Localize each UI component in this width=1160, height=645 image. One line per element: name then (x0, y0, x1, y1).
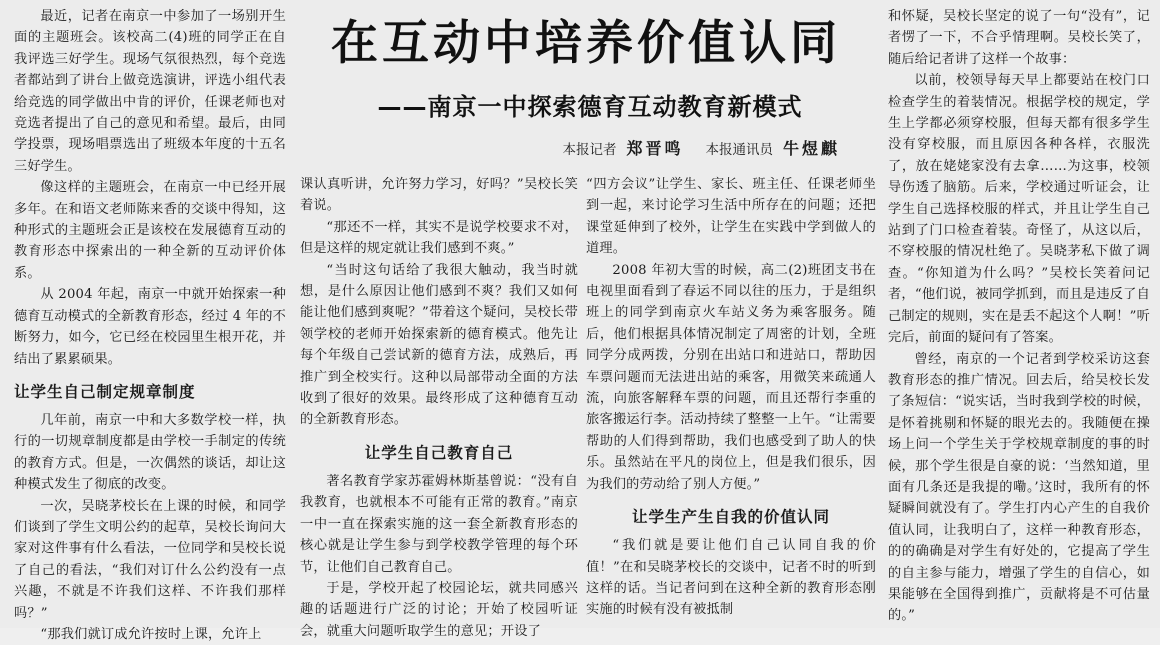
text-column-4 (888, 6, 1150, 627)
paragraph: 几年前，南京一中和大多数学校一样，执行的一切规章制度都是由学校一手制定的传统的教育方式。但是，一次偶然的谈话，却让这种模式发生了彻底的改变。 (14, 412, 286, 493)
paragraph: 最近，记者在南京一中参加了一场别开生面的主题班会。该校高二(4)班的同学正在自我评选三好学生。现场气氛很热烈，每个竞选者都站到了讲台上做竞选演讲，评选小组代表给竞选的同学做出中肯的评价，任课老师也对竞选者提出了自己的意见和希望。最后，由同学投票，现场唱票选出了班级本年度的十五名三好学生。 (14, 9, 286, 174)
reporter-label: 本报记者 (562, 142, 617, 158)
correspondent-label: 本报通讯员 (705, 142, 773, 158)
paragraph: “那还不一样，其实不是说学校要求不对，但是这样的规定就让我们感到不爽。” (300, 219, 578, 257)
paragraph: 和怀疑，吴校长坚定的说了一句“没有”，记者愣了一下，不合乎情理啊。吴校长笑了，随后给记者讲了这样一个故事： (888, 9, 1150, 67)
paragraph: “我们就是要让他们自己认同自我的价值！”在和吴晓茅校长的交谈中，记者不时的听到这样的话。当记者问到在这种全新的教育形态刚实施的时候有没有被抵制 (586, 538, 876, 618)
correspondent-name: 牛煜麒 (782, 139, 840, 158)
paragraph: 像这样的主题班会，在南京一中已经开展多年。在和语文老师陈来香的交谈中得知，这种形式的主题班会正是该校在发展德育互动的教育形态中探索出的一种全新的互动评价体系。 (14, 180, 286, 281)
section-heading: 让学生自己制定规章制度 (14, 382, 196, 401)
text-column-2 (300, 174, 578, 642)
paragraph: 课认真听讲，允许努力学习，好吗？”吴校长笑着说。 (300, 177, 578, 214)
paragraph: 从 2004 年起，南京一中就开始探索一种德育互动模式的全新教育形态，经过 4 年的不断努力，如今，它已经在校园里生根开花，并结出了累累硕果。 (14, 287, 286, 367)
paragraph: 曾经，南京的一个记者到学校采访这套教育形态的推广情况。回去后，给吴校长发了条短信：“说实话，当时我到学校的时候，是怀着挑剔和怀疑的眼光去的。我随便在操场上问一个学生关于学校规章制度的事的时候，那个学生很是自豪的说：‘当然知道，里面有几条还是我提的嘞。’这时，我所有的怀疑瞬间就没有了。学生打内心产生的自我价值认同，让我明白了，这样一种教育形态，的的确确是对学生有好处的，它提高了学生的自主参与能力，增强了学生的自信心，如果能够在全国得到推广，贡献将是不可估量的。” (888, 351, 1150, 624)
paragraph: 以前，校领导每天早上都要站在校门口检查学生的着装情况。根据学校的规定，学生上学都必须穿校服，但每天都有很多学生没有穿校服，而且原因各种各样，衣服洗了，放在姥姥家没有去拿……为这事，校领导伤透了脑筋。后来，学校通过听证会，让学生自己选择校服的样式，并且让学生自己站到了门口检查着装。奇怪了，从这以后，不穿校服的情况杜绝了。吴晓茅私下做了调查。“你知道为什么吗？”吴校长笑着问记者，“他们说，被同学抓到，而且是违反了自己制定的规则，实在是丢不起这个人啊！”听完后，前面的疑问有了答案。 (888, 73, 1150, 346)
paragraph: 于是，学校开起了校园论坛，就共同感兴趣的话题进行广泛的讨论；开始了校园听证会，就重大问题听取学生的意见；开设了 (300, 580, 578, 639)
paragraph: “四方会议”让学生、家长、班主任、任课老师坐到一起，来讨论学习生活中所存在的问题；还把课堂延伸到了校外，让学生在实践中学到做人的道理。 (586, 177, 876, 257)
text-column-3 (586, 174, 876, 621)
article-subtitle: ——南京一中探索德育互动教育新模式 (377, 93, 803, 121)
section-heading: 让学生自己教育自己 (364, 443, 514, 462)
reporter-name: 郑晋鸣 (626, 139, 684, 158)
paragraph: “那我们就订成允许按时上课，允许上 (40, 626, 262, 642)
article-headline: 在互动中培养价值认同 (331, 16, 841, 71)
byline (300, 138, 880, 161)
paragraph: 2008 年初大雪的时候，高二(2)班团支书在电视里面看到了春运不同以往的压力，于是组织班上的同学到南京火车站义务为乘客服务。随后，他们根据具体情况制定了周密的计划，全班同学分成两拨，分别在出站口和进站口，帮助因车票问题而无法进出站的乘客，用微笑来疏通人流，向旅客解释车票的问题，而且还帮行李重的旅客搬运行李。活动持续了整整一上午。“让需要帮助的人们得到帮助，我们也感受到了助人的快乐。虽然站在平凡的岗位上，但是我们很乐，因为我们的劳动给了别人方便。” (586, 262, 876, 492)
paragraph: “当时这句话给了我很大触动，我当时就想，是什么原因让他们感到不爽？我们又如何能让他们感到爽呢？”带着这个疑问，吴校长带领学校的老师开始探索新的德育模式。他先让每个年级自己尝试新的德育方法，成熟后，再推广到全校实行。这种以局部带动全面的方法收到了很好的效果。最终形成了这种德育互动的全新教育形态。 (300, 262, 578, 428)
paragraph: 一次，吴晓茅校长在上课的时候，和同学们谈到了学生文明公约的起草，吴校长询问大家对这件事有什么看法，一位同学和吴校长说了自己的看法，“我们对订什么公约没有一点兴趣，不就是不许我们这样、不许我们那样吗？” (14, 498, 286, 621)
section-heading: 让学生产生自我的价值认同 (631, 508, 830, 527)
text-column-1 (14, 6, 286, 645)
paragraph: 著名教育学家苏霍姆林斯基曾说：“没有自我教育，也就根本不可能有正常的教育。”南京一中一直在探索实施的这一套全新教育形态的核心就是让学生参与到学校教学管理的每个环节，让他们自己教育自己。 (300, 473, 578, 575)
